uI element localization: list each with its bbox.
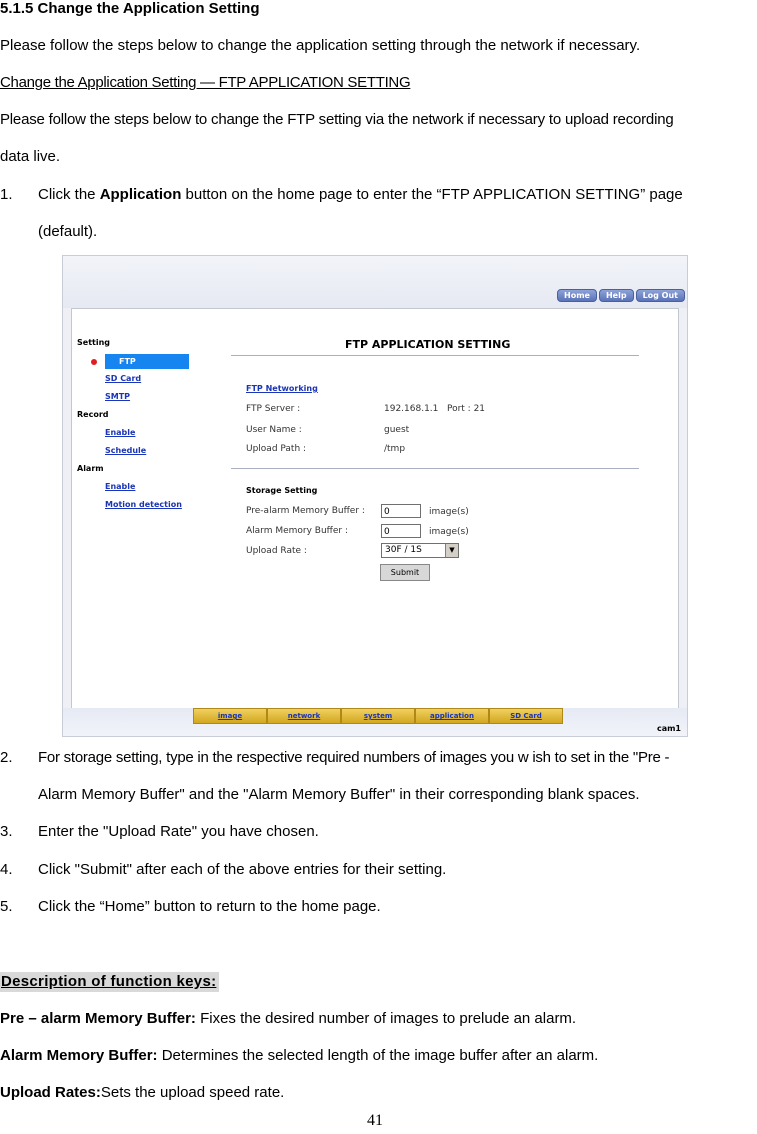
tab-application[interactable]: application: [415, 708, 489, 724]
sidebar-item-motion-detection[interactable]: Motion detection: [105, 500, 182, 509]
key-term: Alarm Memory Buffer:: [0, 1047, 158, 1064]
selected-dot-icon: [91, 359, 97, 365]
sidebar-item-ftp[interactable]: [77, 356, 182, 374]
step2-line2: Alarm Memory Buffer" and the "Alarm Memory Buffer" in their corresponding blank spaces.: [38, 786, 640, 803]
key-alarm-buffer: [0, 1047, 598, 1065]
upload-path-label: Upload Path :: [246, 444, 307, 454]
camera-name: cam1: [656, 724, 681, 733]
tab-image[interactable]: image: [193, 708, 267, 724]
logout-button[interactable]: Log Out: [636, 289, 685, 302]
page-number: 41: [367, 1112, 383, 1129]
key-term: Upload Rates:: [0, 1084, 101, 1101]
step2-line1: For storage setting, type in the respective required numbers of images you w ish to set in the "Pre -: [38, 749, 670, 766]
step1-number: 1.: [0, 186, 13, 203]
ftp-networking-link[interactable]: FTP Networking: [246, 384, 318, 393]
sidebar-item-alarm-enable[interactable]: Enable: [105, 482, 136, 491]
upload-rate-select[interactable]: [381, 543, 459, 558]
top-nav: [557, 289, 685, 302]
user-name-label: User Name :: [246, 425, 302, 435]
step1-pre: Click the: [38, 186, 100, 203]
tab-sd-card[interactable]: SD Card: [489, 708, 563, 724]
key-term: Pre – alarm Memory Buffer:: [0, 1010, 196, 1027]
key-def: Determines the selected length of the image buffer after an alarm.: [157, 1047, 599, 1064]
help-button[interactable]: Help: [599, 289, 634, 302]
home-button[interactable]: Home: [557, 289, 597, 302]
sub-heading: Change the Application Setting — FTP APPLICATION SETTING: [0, 74, 411, 91]
upload-path-value: /tmp: [384, 444, 406, 454]
alarm-buffer-input[interactable]: 0: [381, 524, 421, 538]
step2-number: 2.: [0, 749, 13, 766]
divider: [231, 355, 639, 356]
step1-line2: (default).: [38, 223, 98, 240]
sidebar-section-alarm: Alarm: [77, 464, 104, 473]
submit-button[interactable]: Submit: [380, 564, 430, 581]
step4-number: 4.: [0, 861, 13, 878]
pre-alarm-unit: image(s): [429, 507, 469, 517]
tab-network[interactable]: network: [267, 708, 341, 724]
dropdown-arrow-icon[interactable]: ▼: [445, 544, 458, 557]
sidebar-section-setting: Setting: [77, 338, 110, 347]
alarm-buffer-unit: image(s): [429, 527, 469, 537]
ftp-server-value: 192.168.1.1 Port : 21: [384, 404, 486, 414]
pre-alarm-input[interactable]: 0: [381, 504, 421, 518]
step5-number: 5.: [0, 898, 13, 915]
ftp-page-title: FTP APPLICATION SETTING: [345, 338, 511, 351]
sidebar-item-smtp[interactable]: SMTP: [105, 392, 131, 401]
key-def: Sets the upload speed rate.: [100, 1084, 285, 1101]
upload-rate-label: Upload Rate :: [246, 546, 307, 556]
divider: [231, 468, 639, 469]
step1-text: [38, 186, 683, 204]
user-name-value: guest: [384, 425, 410, 435]
sidebar-item-record-enable[interactable]: Enable: [105, 428, 136, 437]
key-def: Fixes the desired number of images to prelude an alarm.: [195, 1010, 577, 1027]
ftp-server-label: FTP Server :: [246, 404, 301, 414]
pre-alarm-label: Pre-alarm Memory Buffer :: [246, 506, 365, 516]
paragraph-line2: data live.: [0, 148, 61, 165]
step4-text: Click "Submit" after each of the above entries for their setting.: [38, 861, 447, 878]
storage-setting-heading: Storage Setting: [246, 486, 318, 495]
step3-number: 3.: [0, 823, 13, 840]
paragraph-line1: Please follow the steps below to change the FTP setting via the network if necessary to upload recording: [0, 111, 674, 128]
step1-bold: Application: [99, 186, 182, 203]
key-upload-rates: [0, 1084, 284, 1102]
upload-rate-value: 30F / 1S: [385, 545, 422, 555]
settings-sidebar: [77, 338, 182, 518]
step5-text: Click the “Home” button to return to the home page.: [38, 898, 381, 915]
sidebar-item-sdcard[interactable]: SD Card: [105, 374, 142, 383]
sidebar-item-ftp-label: FTP: [105, 354, 189, 369]
tab-system[interactable]: system: [341, 708, 415, 724]
intro-text: Please follow the steps below to change the application setting through the network if necessary.: [0, 37, 641, 54]
function-keys-heading: Description of function keys:: [0, 972, 219, 992]
step1-post: button on the home page to enter the “FTP APPLICATION SETTING” page: [181, 186, 683, 203]
key-pre-alarm: [0, 1010, 576, 1028]
section-heading: 5.1.5 Change the Application Setting: [0, 0, 260, 17]
sidebar-item-schedule[interactable]: Schedule: [105, 446, 147, 455]
step3-text: Enter the "Upload Rate" you have chosen.: [38, 823, 319, 840]
bottom-tabs: [193, 708, 563, 724]
ftp-settings-screenshot: [62, 255, 688, 737]
sidebar-section-record: Record: [77, 410, 109, 419]
alarm-buffer-label: Alarm Memory Buffer :: [246, 526, 349, 536]
